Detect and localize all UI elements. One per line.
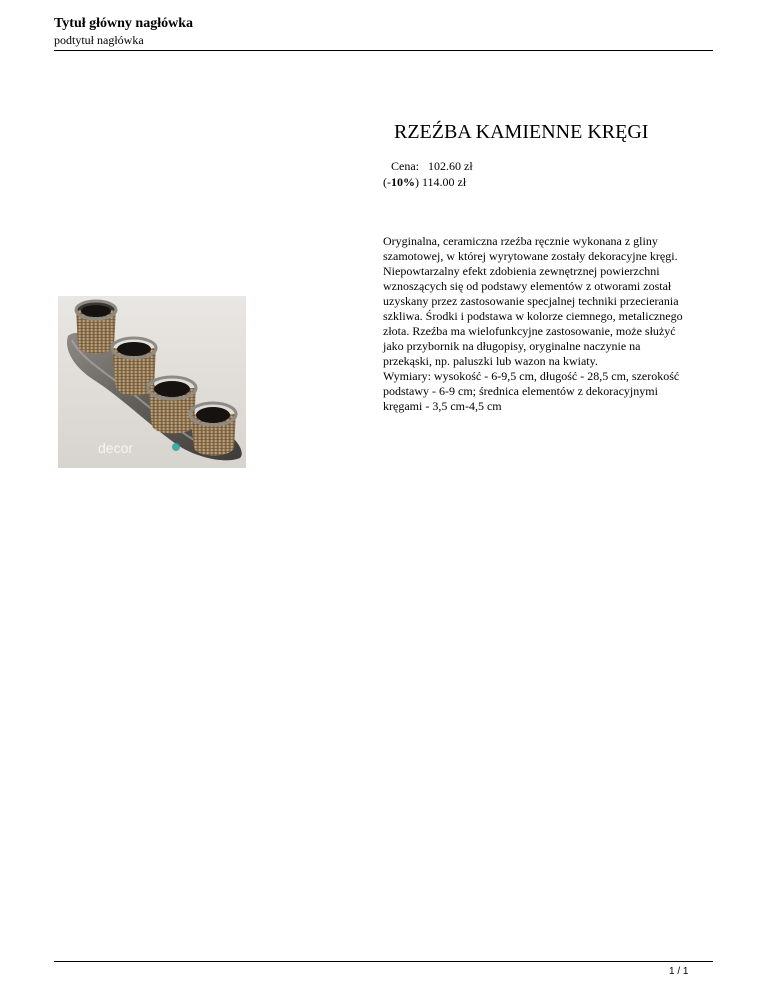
dimensions-line: kręgami - 3,5 cm-4,5 cm bbox=[383, 399, 502, 413]
description-line: uzyskany przez zastosowanie specjalnej techniki przecierania bbox=[383, 294, 679, 308]
dimensions-line: Wymiary: wysokość - 6-9,5 cm, długość - 28,5 cm, szerokość bbox=[383, 369, 680, 383]
header-title: Tytuł główny nagłówka bbox=[54, 16, 193, 31]
description-line: szamotowej, w której wyrytowane zostały dekoracyjne kręgi. bbox=[383, 249, 678, 263]
description-line: wznoszących się od podstawy elementów z otworami został bbox=[383, 279, 672, 293]
old-price: 114.00 zł bbox=[422, 175, 467, 189]
dimensions-line: podstawy - 6-9 cm; średnica elementów z dekoracyjnymi bbox=[383, 384, 658, 398]
price-label: Cena: bbox=[391, 159, 419, 173]
price-line bbox=[391, 159, 473, 174]
description-line: Niepowtarzalny efekt zdobienia zewnętrznej powierzchni bbox=[383, 264, 660, 278]
page-number: 1 / 1 bbox=[669, 966, 689, 977]
image-watermark: decor bbox=[98, 440, 134, 456]
discount-open: (- bbox=[383, 175, 391, 189]
product-description bbox=[383, 234, 718, 414]
description-line: przekąski, np. paluszki lub wazon na kwiaty. bbox=[383, 354, 598, 368]
description-line: szkliwa. Środki i podstawa w kolorze ciemnego, metalicznego bbox=[383, 309, 683, 323]
description-line: Oryginalna, ceramiczna rzeźba ręcznie wykonana z gliny bbox=[383, 234, 658, 248]
current-price: 102.60 zł bbox=[428, 159, 473, 173]
product-image bbox=[58, 296, 246, 468]
footer-divider bbox=[54, 961, 713, 962]
discount-close: ) bbox=[415, 175, 419, 189]
discount-badge: 10% bbox=[391, 175, 415, 189]
description-line: złota. Rzeźba ma wielofunkcyjne zastosowanie, może służyć bbox=[383, 324, 676, 338]
header-subtitle: podtytuł nagłówka bbox=[54, 33, 144, 47]
description-line: jako przybornik na długopisy, oryginalne naczynie na bbox=[383, 339, 641, 353]
product-title: RZEŹBA KAMIENNE KRĘGI bbox=[394, 121, 649, 143]
header-divider bbox=[54, 50, 713, 51]
old-price-line bbox=[383, 175, 466, 190]
